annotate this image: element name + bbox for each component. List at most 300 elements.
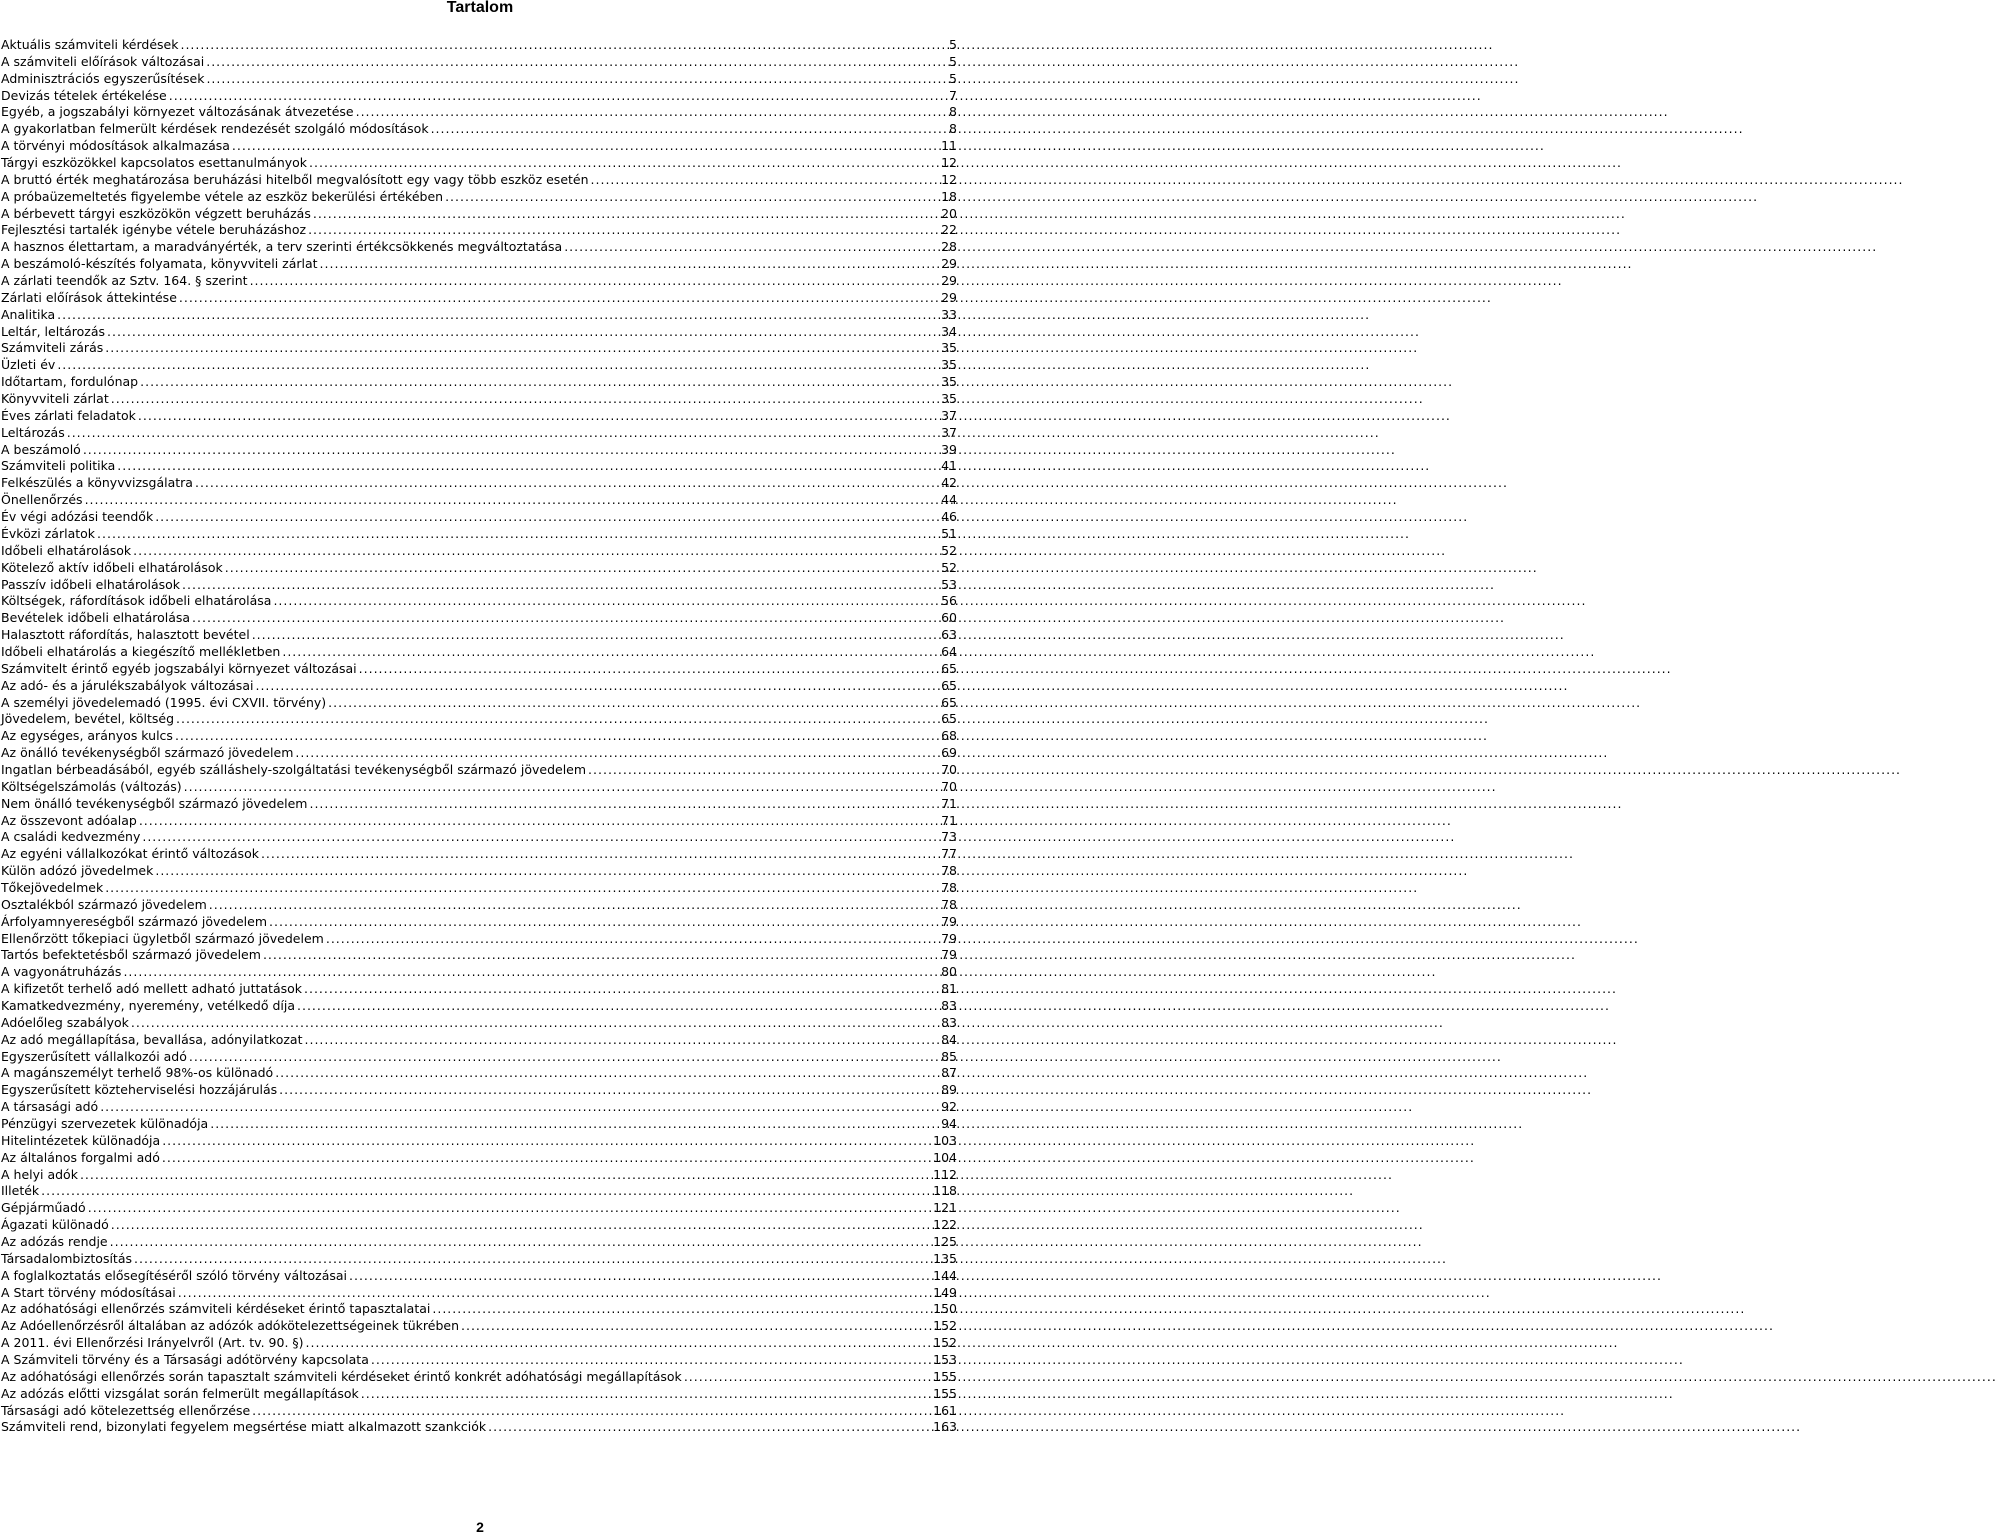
- toc-entry-title: Önellenőrzés: [1, 492, 83, 508]
- toc-dot-leader: [131, 1015, 939, 1032]
- toc-entry[interactable]: [1, 577, 957, 594]
- toc-dot-leader: [100, 1099, 939, 1116]
- toc-entry-title: Év végi adózási teendők: [1, 509, 154, 525]
- page-title: Tartalom: [446, 0, 514, 16]
- toc-dot-leader: [328, 695, 939, 712]
- toc-dot-leader: [297, 998, 939, 1015]
- toc-dot-leader: [169, 88, 947, 105]
- toc-dot-leader: [206, 54, 947, 71]
- toc-entry-title: Külön adózó jövedelmek: [1, 863, 154, 879]
- toc-entry-page: 53: [941, 576, 957, 592]
- toc-entry[interactable]: [1, 88, 957, 105]
- toc-entry[interactable]: [1, 796, 957, 813]
- toc-dot-leader: [263, 947, 939, 964]
- toc-entry[interactable]: [1, 408, 957, 425]
- toc-entry-title: Számviteli rend, bizonylati fegyelem megsértése miatt alkalmazott szankciók: [1, 1419, 487, 1435]
- toc-entry-title: A magánszemélyt terhelő 98%-os különadó: [1, 1065, 274, 1081]
- toc-dot-leader: [83, 442, 939, 459]
- toc-entry[interactable]: [1, 104, 957, 121]
- toc-entry-title: Költségelszámolás (változás): [1, 778, 182, 794]
- toc-entry[interactable]: [1, 914, 957, 931]
- toc-entry-title: A gyakorlatban felmerült kérdések rendezését szolgáló módosítások: [1, 121, 429, 137]
- toc-entry[interactable]: [1, 1419, 957, 1436]
- toc-entry-page: 34: [941, 323, 957, 339]
- toc-entry-title: Devizás tételek értékelése: [1, 87, 167, 103]
- toc-entry[interactable]: [1, 458, 957, 475]
- toc-entry[interactable]: [1, 1335, 957, 1352]
- toc-entry[interactable]: [1, 71, 957, 88]
- toc-entry-title: Ellenőrzött tőkepiaci ügyletből származó jövedelem: [1, 930, 324, 946]
- toc-entry-page: 35: [941, 357, 957, 373]
- toc-entry-page: 79: [941, 913, 957, 929]
- toc-entry[interactable]: [1, 863, 957, 880]
- toc-entry-title: Az adózás rendje: [1, 1234, 108, 1250]
- toc-entry[interactable]: [1, 391, 957, 408]
- toc-entry-page: 121: [933, 1200, 957, 1216]
- toc-entry-page: 94: [941, 1116, 957, 1131]
- toc-entry-title: Az egységes, arányos kulcs: [1, 728, 173, 744]
- toc-dot-leader: [80, 1167, 931, 1184]
- toc-entry[interactable]: [1, 661, 957, 678]
- toc-entry[interactable]: [1, 1032, 957, 1049]
- toc-entry-page: 103: [933, 1132, 957, 1148]
- toc-entry[interactable]: [1, 425, 957, 442]
- toc-entry-page: 78: [941, 896, 957, 912]
- toc-entry-page: 37: [941, 424, 957, 440]
- toc-dot-leader: [162, 1150, 931, 1167]
- toc-entry[interactable]: [1, 1234, 957, 1251]
- toc-entry-title: A Számviteli törvény és a Társasági adótörvény kapcsolata: [1, 1352, 369, 1368]
- toc-entry[interactable]: [1, 1251, 957, 1268]
- toc-entry-page: 83: [941, 997, 957, 1013]
- toc-entry-title: Éves zárlati feladatok: [1, 407, 136, 423]
- toc-entry[interactable]: [1, 1403, 957, 1420]
- toc-entry-title: Társadalombiztosítás: [1, 1250, 133, 1266]
- toc-dot-leader: [97, 526, 939, 543]
- toc-entry-title: A próbaüzemeltetés figyelembe vétele az eszköz bekerülési értékében: [1, 188, 444, 204]
- toc-entry-title: Ágazati különadó: [1, 1217, 109, 1233]
- toc-entry-page: 35: [941, 340, 957, 356]
- toc-dot-leader: [252, 627, 939, 644]
- toc-entry[interactable]: [1, 593, 957, 610]
- toc-entry[interactable]: [1, 1217, 957, 1234]
- toc-dot-leader: [123, 964, 939, 981]
- toc-dot-leader: [142, 829, 939, 846]
- toc-entry-title: Egyszerűsített közteherviselési hozzájárulás: [1, 1082, 278, 1098]
- toc-entry-title: Leltár, leltározás: [1, 323, 105, 339]
- toc-entry-title: A zárlati teendők az Sztv. 164. § szerint: [1, 273, 248, 289]
- toc-entry[interactable]: [1, 1015, 957, 1032]
- toc-entry-title: Kötelező aktív időbeli elhatárolások: [1, 559, 223, 575]
- toc-entry[interactable]: [1, 543, 957, 560]
- toc-entry-page: 22: [941, 222, 957, 238]
- toc-entry[interactable]: [1, 1200, 957, 1217]
- toc-entry-page: 64: [941, 643, 957, 659]
- toc-entry-title: Adóelőleg szabályok: [1, 1014, 129, 1030]
- toc-entry[interactable]: [1, 172, 957, 189]
- toc-entry-title: Passzív időbeli elhatárolások: [1, 576, 181, 592]
- toc-entry[interactable]: [1, 745, 957, 762]
- toc-entry[interactable]: [1, 239, 957, 256]
- toc-entry[interactable]: [1, 1049, 957, 1066]
- toc-entry[interactable]: [1, 947, 957, 964]
- toc-entry[interactable]: [1, 290, 957, 307]
- toc-entry-page: 85: [941, 1048, 957, 1064]
- toc-entry-page: 149: [933, 1284, 957, 1300]
- toc-entry-page: 5: [949, 37, 957, 52]
- toc-dot-leader: [180, 37, 947, 54]
- toc-entry-page: 81: [941, 981, 957, 997]
- toc-dot-leader: [57, 307, 939, 324]
- toc-dot-leader: [356, 104, 947, 121]
- toc-entry[interactable]: [1, 880, 957, 897]
- toc-entry-title: Időbeli elhatárolás a kiegészítő mellékletben: [1, 643, 281, 659]
- toc-dot-leader: [320, 256, 940, 273]
- toc-entry-page: 52: [941, 559, 957, 575]
- toc-entry[interactable]: [1, 981, 957, 998]
- toc-entry-title: Számvitelt érintő egyéb jogszabályi környezet változásai: [1, 660, 357, 676]
- toc-entry-title: Az általános forgalmi adó: [1, 1149, 160, 1165]
- toc-entry-title: A beszámoló: [1, 441, 81, 457]
- toc-dot-leader: [111, 391, 939, 408]
- toc-entry[interactable]: [1, 695, 957, 712]
- toc-entry-title: Társasági adó kötelezettség ellenőrzése: [1, 1402, 251, 1418]
- toc-dot-leader: [308, 222, 939, 239]
- toc-entry-title: Adminisztrációs egyszerűsítések: [1, 70, 205, 86]
- toc-entry-page: 70: [941, 761, 957, 777]
- toc-entry[interactable]: [1, 728, 957, 745]
- toc-dot-leader: [432, 1301, 931, 1318]
- toc-dot-leader: [371, 1352, 931, 1369]
- toc-entry[interactable]: [1, 526, 957, 543]
- toc-entry-page: 35: [941, 374, 957, 390]
- toc-entry-page: 104: [933, 1149, 957, 1165]
- toc-dot-leader: [111, 1217, 931, 1234]
- toc-entry-page: 39: [941, 441, 957, 457]
- toc-entry-page: 87: [941, 1065, 957, 1081]
- toc-entry[interactable]: [1, 627, 957, 644]
- toc-entry-page: 79: [941, 947, 957, 963]
- toc-entry[interactable]: [1, 964, 957, 981]
- toc-dot-leader: [210, 1116, 939, 1133]
- toc-entry[interactable]: [1, 1301, 957, 1318]
- toc-dot-leader: [255, 678, 939, 695]
- toc-dot-leader: [564, 239, 939, 256]
- toc-entry-page: 163: [933, 1419, 957, 1435]
- toc-dot-leader: [139, 813, 939, 830]
- toc-entry[interactable]: [1, 1369, 957, 1386]
- toc-entry-title: Analitika: [1, 306, 56, 322]
- toc-dot-leader: [134, 1251, 931, 1268]
- toc-entry-title: Árfolyamnyereségből származó jövedelem: [1, 913, 268, 929]
- toc-entry-page: 33: [941, 306, 957, 322]
- toc-entry[interactable]: [1, 610, 957, 627]
- toc-dot-leader: [138, 408, 939, 425]
- toc-entry-title: A vagyonátruházás: [1, 964, 122, 980]
- toc-entry[interactable]: [1, 829, 957, 846]
- toc-dot-leader: [57, 357, 939, 374]
- toc-entry[interactable]: [1, 711, 957, 728]
- toc-entry-title: Tárgyi eszközökkel kapcsolatos esettanulmányok: [1, 155, 308, 171]
- toc-entry-title: A kifizetőt terhelő adó mellett adható juttatások: [1, 981, 303, 997]
- toc-entry-title: Üzleti év: [1, 357, 56, 373]
- toc-entry[interactable]: [1, 1386, 957, 1403]
- toc-dot-leader: [41, 1183, 931, 1200]
- toc-entry-page: 8: [949, 121, 957, 137]
- toc-entry[interactable]: [1, 374, 957, 391]
- toc-entry-title: Tartós befektetésből származó jövedelem: [1, 947, 261, 963]
- toc-entry-page: 35: [941, 391, 957, 407]
- toc-dot-leader: [209, 897, 939, 914]
- toc-entry-page: 83: [941, 1014, 957, 1030]
- toc-entry-page: 52: [941, 542, 957, 558]
- toc-entry[interactable]: [1, 1082, 957, 1099]
- toc-dot-leader: [192, 610, 939, 627]
- toc-entry-page: 125: [933, 1234, 957, 1250]
- toc-entry-title: Időtartam, fordulónap: [1, 374, 139, 390]
- toc-entry[interactable]: [1, 998, 957, 1015]
- toc-dot-leader: [252, 1403, 931, 1420]
- toc-entry-page: 118: [933, 1183, 957, 1199]
- toc-dot-leader: [261, 846, 939, 863]
- toc-entry[interactable]: [1, 1099, 957, 1116]
- toc-entry-page: 12: [941, 155, 957, 171]
- toc-dot-leader: [105, 340, 939, 357]
- toc-dot-leader: [279, 1082, 939, 1099]
- toc-entry[interactable]: [1, 138, 957, 155]
- toc-dot-leader: [225, 560, 939, 577]
- toc-entry-title: A foglalkoztatás elősegítéséről szóló törvény változásai: [1, 1267, 348, 1283]
- toc-entry-title: Fejlesztési tartalék igénybe vétele beruházáshoz: [1, 222, 307, 238]
- toc-entry-page: 144: [933, 1267, 957, 1283]
- toc-entry[interactable]: [1, 189, 957, 206]
- toc-entry[interactable]: [1, 54, 957, 71]
- toc-entry[interactable]: [1, 644, 957, 661]
- toc-entry[interactable]: [1, 678, 957, 695]
- toc-dot-leader: [105, 880, 939, 897]
- toc-entry-page: 51: [941, 525, 957, 541]
- toc-entry-title: Az egyéni vállalkozókat érintő változások: [1, 846, 259, 862]
- toc-entry-page: 41: [941, 458, 957, 474]
- toc-entry-title: Egyszerűsített vállalkozói adó: [1, 1048, 187, 1064]
- toc-entry-title: A társasági adó: [1, 1099, 99, 1115]
- toc-entry[interactable]: [1, 1150, 957, 1167]
- toc-dot-leader: [349, 1268, 931, 1285]
- toc-dot-leader: [140, 374, 939, 391]
- toc-entry-title: Zárlati előírások áttekintése: [1, 289, 177, 305]
- toc-entry[interactable]: [1, 897, 957, 914]
- toc-entry[interactable]: [1, 813, 957, 830]
- toc-dot-leader: [110, 1234, 932, 1251]
- toc-entry-page: 18: [941, 188, 957, 204]
- toc-dot-leader: [326, 931, 939, 948]
- toc-entry-title: Nem önálló tevékenységből származó jövedelem: [1, 795, 308, 811]
- toc-entry[interactable]: [1, 340, 957, 357]
- toc-dot-leader: [309, 155, 939, 172]
- toc-entry-page: 29: [941, 289, 957, 305]
- toc-dot-leader: [182, 577, 939, 594]
- toc-entry[interactable]: [1, 509, 957, 526]
- toc-entry-page: 78: [941, 879, 957, 895]
- toc-entry[interactable]: [1, 442, 957, 459]
- toc-dot-leader: [488, 1419, 931, 1436]
- toc-dot-leader: [461, 1318, 931, 1335]
- toc-entry-page: 44: [941, 492, 957, 508]
- toc-entry-page: 7: [949, 87, 957, 103]
- toc-entry[interactable]: [1, 222, 957, 239]
- toc-dot-leader: [309, 796, 939, 813]
- toc-entry-page: 65: [941, 711, 957, 727]
- toc-entry-page: 79: [941, 930, 957, 946]
- toc-entry-page: 29: [941, 273, 957, 289]
- toc-entry-title: Az Adóellenőrzésről általában az adózók adókötelezettségeinek tükrében: [1, 1318, 459, 1334]
- toc-entry-page: 155: [933, 1385, 957, 1401]
- toc-dot-leader: [206, 71, 947, 88]
- toc-entry[interactable]: [1, 121, 957, 138]
- toc-entry-title: Az önálló tevékenységből származó jövedelem: [1, 745, 294, 761]
- toc-entry[interactable]: [1, 1268, 957, 1285]
- toc-dot-leader: [273, 593, 939, 610]
- toc-entry-page: 161: [933, 1402, 957, 1418]
- toc-entry-title: Leltározás: [1, 424, 65, 440]
- toc-entry-page: 63: [941, 627, 957, 643]
- toc-entry-page: 70: [941, 778, 957, 794]
- toc-entry[interactable]: [1, 1285, 957, 1302]
- toc-entry[interactable]: [1, 324, 957, 341]
- toc-dot-leader: [250, 273, 940, 290]
- toc-dot-leader: [175, 728, 939, 745]
- toc-dot-leader: [295, 745, 939, 762]
- toc-entry-title: A családi kedvezmény: [1, 829, 141, 845]
- toc-entry-title: Halasztott ráfordítás, halasztott bevétel: [1, 627, 250, 643]
- toc-entry-title: Hitelintézetek különadója: [1, 1132, 161, 1148]
- toc-dot-leader: [232, 138, 939, 155]
- toc-entry-page: 65: [941, 660, 957, 676]
- toc-dot-leader: [155, 863, 939, 880]
- toc-entry-title: A bérbevett tárgyi eszközökön végzett beruházás: [1, 205, 311, 221]
- toc-dot-leader: [107, 324, 939, 341]
- toc-dot-leader: [591, 172, 940, 189]
- toc-dot-leader: [275, 1065, 939, 1082]
- toc-entry-page: 5: [949, 70, 957, 86]
- toc-entry[interactable]: [1, 846, 957, 863]
- toc-entry[interactable]: [1, 155, 957, 172]
- toc-entry[interactable]: [1, 37, 957, 54]
- toc-entry-title: Kamatkedvezmény, nyeremény, vetélkedő díja: [1, 997, 296, 1013]
- toc-dot-leader: [359, 661, 939, 678]
- toc-entry-page: 135: [933, 1250, 957, 1266]
- toc-entry[interactable]: [1, 931, 957, 948]
- toc-dot-leader: [445, 189, 939, 206]
- toc-entry-page: 112: [933, 1166, 957, 1182]
- toc-entry[interactable]: [1, 560, 957, 577]
- toc-entry-page: 11: [941, 138, 957, 154]
- toc-entry[interactable]: [1, 1133, 957, 1150]
- toc-entry-page: 78: [941, 863, 957, 879]
- toc-entry-title: Az összevont adóalap: [1, 812, 137, 828]
- toc-entry-title: Pénzügyi szervezetek különadója: [1, 1116, 209, 1131]
- toc-dot-leader: [431, 121, 947, 138]
- toc-entry[interactable]: [1, 273, 957, 290]
- toc-entry-page: 84: [941, 1031, 957, 1047]
- toc-entry-title: Egyéb, a jogszabályi környezet változásának átvezetése: [1, 104, 354, 120]
- toc-entry-title: Időbeli elhatárolások: [1, 542, 132, 558]
- toc-entry[interactable]: [1, 779, 957, 796]
- toc-dot-leader: [195, 475, 939, 492]
- toc-dot-leader: [313, 206, 939, 223]
- toc-entry-title: A beszámoló-készítés folyamata, könyvviteli zárlat: [1, 256, 318, 272]
- toc-entry-title: Az adó- és a járulékszabályok változásai: [1, 677, 254, 693]
- toc-dot-leader: [162, 1133, 931, 1150]
- toc-entry[interactable]: [1, 1167, 957, 1184]
- toc-dot-leader: [133, 543, 939, 560]
- toc-entry-page: 65: [941, 677, 957, 693]
- toc-entry[interactable]: [1, 256, 957, 273]
- toc-entry-page: 5: [949, 53, 957, 69]
- toc-entry-page: 155: [933, 1368, 957, 1384]
- toc-dot-leader: [684, 1369, 931, 1386]
- toc-entry[interactable]: [1, 1116, 957, 1133]
- toc-entry-title: Költségek, ráfordítások időbeli elhatárolása: [1, 593, 272, 609]
- toc-dot-leader: [67, 425, 939, 442]
- toc-entry[interactable]: [1, 357, 957, 374]
- toc-dot-leader: [361, 1386, 931, 1403]
- toc-entry-page: 8: [949, 104, 957, 120]
- toc-entry-title: Számviteli politika: [1, 458, 116, 474]
- toc-dot-leader: [304, 981, 939, 998]
- toc-entry-title: Könyvviteli zárlat: [1, 391, 109, 407]
- toc-entry[interactable]: [1, 307, 957, 324]
- toc-entry-page: 56: [941, 593, 957, 609]
- toc-entry-title: Bevételek időbeli elhatárolása: [1, 610, 191, 626]
- toc-dot-leader: [117, 458, 939, 475]
- toc-entry[interactable]: [1, 492, 957, 509]
- toc-entry-title: Tőkejövedelmek: [1, 879, 104, 895]
- toc-entry-title: A 2011. évi Ellenőrzési Irányelvről (Art. tv. 90. §): [1, 1335, 304, 1351]
- toc-entry-title: Számviteli zárás: [1, 340, 104, 356]
- toc-entry-page: 29: [941, 256, 957, 272]
- toc-entry-page: 46: [941, 509, 957, 525]
- toc-entry-title: Ingatlan bérbeadásából, egyéb szálláshely-szolgáltatási tevékenységből származó jövedelem: [1, 761, 587, 777]
- toc-entry-title: Osztalékból származó jövedelem: [1, 896, 207, 912]
- toc-entry-page: 12: [941, 171, 957, 187]
- toc-entry-page: 152: [933, 1335, 957, 1351]
- toc-entry-page: 71: [941, 812, 957, 828]
- toc-entry-title: Az adózás előtti vizsgálat során felmerült megállapítások: [1, 1385, 359, 1401]
- toc-entry-page: 153: [933, 1352, 957, 1368]
- toc-entry-title: Felkészülés a könyvvizsgálatra: [1, 475, 193, 491]
- toc-dot-leader: [189, 1049, 939, 1066]
- toc-entry-page: 69: [941, 745, 957, 761]
- toc-dot-leader: [305, 1032, 940, 1049]
- toc-entry[interactable]: [1, 1065, 957, 1082]
- toc-dot-leader: [269, 914, 939, 931]
- toc-entry-title: A helyi adók: [1, 1166, 78, 1182]
- toc-entry[interactable]: [1, 475, 957, 492]
- toc-entry-page: 150: [933, 1301, 957, 1317]
- toc-dot-leader: [306, 1335, 932, 1352]
- toc-entry-page: 77: [941, 846, 957, 862]
- toc-entry-title: Aktuális számviteli kérdések: [1, 37, 179, 52]
- toc-entry[interactable]: [1, 1352, 957, 1369]
- toc-entry[interactable]: [1, 762, 957, 779]
- page-number: 2: [476, 1519, 484, 1535]
- toc-entry[interactable]: [1, 1318, 957, 1335]
- toc-entry[interactable]: [1, 206, 957, 223]
- toc-entry-title: Illeték: [1, 1183, 40, 1199]
- toc-entry[interactable]: [1, 1183, 957, 1200]
- toc-entry-page: 89: [941, 1082, 957, 1098]
